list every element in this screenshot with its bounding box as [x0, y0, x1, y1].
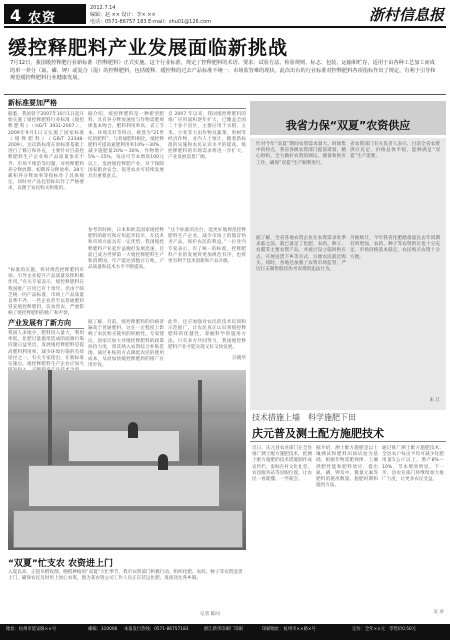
- photo-caption-byline: 记者 陈同: [200, 612, 220, 617]
- footer-price: 定价：全年××元 零售价0.50元: [352, 627, 417, 632]
- article-lead: 7月12日，我国缓控释肥行业新标准（控释肥料）正式实施。这个行业标准，规定了控释肥料的术语、要求、试验方法、检验规则、标志、包装、运输和贮存，适用于由各种工艺加工而成的单一养分（氮、磷、钾）或复合（混）的控释肥料，包括缓释、缓控释的过去产品标准不统一、市场监管难的现状。此次出台的行业标准对控释肥料各项指标作出了规定，有利于引导和规范缓控释肥料行业健康发展。: [10, 60, 436, 81]
- sidebar-text-1: 针对今年“双夏”期间农资需求量大、时间集中的特点，我省各级农资部门提前谋划、精心组织，全力做好农资的调运、储备和供应工作，确保“双夏”生产顺利进行。: [256, 142, 346, 166]
- article-column-3a: 自 2007 年以来，我国缓控释肥料的推广应用面积逐年扩大，已覆盖全国二十多个省区，主要应用于水稻、玉米、小麦等大田作物及蔬菜、果树等经济作物。业内人士预计，随着新标准的实施和农民认识水平的提高，缓控释肥料的市场需求将进一步扩大，产业发展前景广阔。: [168, 112, 246, 161]
- photo-worker: [128, 422, 138, 438]
- newspaper-masthead: 浙村信息报: [368, 6, 444, 24]
- subheading-new-standard: 新标准要加严格: [8, 99, 57, 107]
- subheading-rule: [8, 108, 246, 109]
- article2-byline: 吴 涛: [433, 610, 444, 615]
- photo-worker: [158, 454, 168, 470]
- article2-column-1: 近日，庆元县农业部门在全县推广测土配方施肥技术，把测土配方施肥的技术措施制作成宣传栏，张贴在村文化礼堂、农技服务站等显眼位置，让农民一看就懂、一学就会。: [252, 446, 312, 483]
- sidebar-text-2: 据了解，全省各地农资企业在农资需求旺季来临之前，就已备足了化肥、农药、种子、农膜等主要农资产品，并通过设立临时供应点、开展送货下乡等方式，方便农民就近购买。同时，各地还加强了农资市场监管，严厉打击制售假冒伪劣农资的违法行为。: [256, 236, 346, 273]
- header-date: 2012.7.14: [90, 5, 116, 11]
- article2-column-2: 据介绍，测土配方施肥是以土壤测试和肥料田间试验为基础，根据作物需肥规律、土壤供肥性能和肥料效应，提出氮、磷、钾及中、微量元素等肥料的施用数量、施肥时期和施用方法。: [316, 446, 378, 489]
- sidebar-byline: 朱 江: [429, 398, 440, 403]
- article-byline: 汪晓华: [232, 356, 246, 361]
- photo-truck-load: [13, 510, 243, 548]
- article-column-1a: 据悉，我国曾于2007年10月1日起开始实施了缓控释肥料行业标准《缓控释肥料》（HG/T 3931-2007），2009年9月1日又实施了国家标准《缓释肥料》（GB/T 23348-2009）。这次新标准在原标准基础上进行了修订和补充，主要针对目前控释肥料生产企业和产品质量参差不齐、市场不规范等问题，对控释肥料养分释放期、初期养分释放率、28天累积养分释放率等指标作了具体规定，同时对产品包装标识作了严格要求，以便于农民购买和使用。: [8, 112, 84, 192]
- article2-title: 庆元普及测土配方施肥技术: [252, 427, 384, 440]
- article-column-1b: “标准的实施，将对规范控释肥料市场、引导企业提升产品质量发挥积极作用。”有关专家表示，缓控释肥料在我国推广应用已有十余年，但由于缺乏统一的产品标准，市场上产品质量良莠不齐，一些企业甚至以普通肥料冒充缓控释肥料，坑农害农，严重影响了缓控释肥料的推广和声誉。: [8, 268, 84, 317]
- sidebar-text-4: 另据统计，今年我省化肥储备量比去年同期有所增加，农药、种子等农资供应也十分充足，市场价格基本稳定，农民购买农资十分方便。: [350, 236, 440, 260]
- article-column-2b: 参考的时候，日本和欧美国家缓控释肥料的研究和应用起步较早，在技术和市场方面具有一定优势。我国缓控释肥料产业起步虽晚但发展迅速，目前已成为世界第一大缓控释肥料生产和消费国，年产能达到数百万吨，产品质量和技术水平不断提高。: [88, 228, 164, 271]
- article-column-3c: 此外，还应加强对农民的技术培训和示范推广，让农民真正认识到缓控释肥料的优越性，掌握科学的施用方法。只有多方共同努力，我国缓控释肥料产业才能实现又好又快发展。: [168, 320, 246, 350]
- footer-print-address: 印刷地址：杭州市××路×号: [262, 627, 316, 632]
- photo-sky: [8, 370, 246, 412]
- article-column-2c: 据了解，目前，缓控释肥料的价格普遍高于普通肥料，这在一定程度上影响了农民购买使用的积极性。专家建议，国家应加大对缓控释肥料的政策扶持力度，将其纳入农资综合补贴范围，通过补贴的方式降低农民的使用成本，从而加快缓控释肥料的推广应用步伐。: [88, 320, 164, 369]
- article-headline: 缓控释肥料产业发展面临新挑战: [8, 37, 289, 59]
- footer-address: 地址：杭州市延安路××号: [6, 627, 57, 632]
- footer-printer: 浙江新华印刷厂印刷: [204, 627, 243, 632]
- subheading-industry-direction: 产业发展有了新方向: [8, 319, 71, 327]
- article-column-1c: 我国人多地少，肥料投入量大，利用率低，化肥过量施用造成的面源污染问题日益突出，发展缓控释肥料是提高肥料利用率、减少环境污染的有效途径之一。有关专家指出，在新标准实施后，缓控释肥料生产企业应加大: [8, 331, 84, 368]
- article2-rule: [250, 441, 446, 442]
- article-column-2a: 据介绍，缓控释肥料是一种新型肥料，具有养分释放速度与作物需肥规律基本吻合、肥料利用率高、省工节本、环境友好等特点，被誉为“21世纪的肥料”。与普通肥料相比，缓控释肥料可提高氮肥利用率10%～30%，减少施肥量20%～30%，作物增产5%～15%，每亩可节本增效100元以上。发展缓控释肥产业，对于保障国家粮食安全、促进农业可持续发展具有重要意义。: [88, 112, 164, 180]
- footer-postcode: 邮编：310006: [88, 627, 118, 632]
- header-rule: [4, 26, 446, 28]
- page-number: 4: [10, 6, 22, 25]
- page-header-box: [4, 4, 86, 24]
- sidebar-text-3: 省农资部门有关负责人表示，目前全省农资供应充足，价格总体平稳，能够满足“双夏”生产需要。: [350, 142, 440, 160]
- section-name: 农资: [28, 11, 57, 26]
- photo-caption-title: “双夏”忙支农 农资进上门: [8, 559, 113, 569]
- article2-kicker: 技术措施上墙 科学施肥下田: [252, 413, 356, 422]
- lead-rule: [4, 94, 446, 95]
- subheading-rule: [8, 328, 84, 329]
- sidebar-title: 我省力保“双夏”农资供应: [285, 119, 411, 132]
- footer-hotline: 本报发行热线：0571-86757183: [124, 627, 189, 632]
- article2-column-3: 通过推广测土配方施肥技术，全县农户每亩平均可减少化肥用量5公斤以上，增产8%～10%，节本增效明显。下一步，县农业部门将继续加大推广力度，让更多农民受益。: [382, 446, 444, 483]
- photo-caption-text: 入夏以来，正值早稻收割、晚稻种植的“双夏”大忙季节，我市农资部门积极行动，组织化肥、农药、种子等农资送货上门，确保农民及时用上放心农资。图为某农资公司工作人员正在装运化肥，准备送往各乡镇。: [8, 570, 243, 582]
- page-footer: [0, 624, 450, 640]
- header-contact: 电话：0571-86757 183 E-mail：zhu01@126.com: [90, 19, 211, 25]
- photo-bag-stack: [28, 465, 220, 507]
- article-column-3b: “这个标准的出台，能更好地规范控释肥料生产企业，减少市场上的假冒伪劣产品，保护农民的利益。”一位业内专家表示，有了统一的标准，控释肥料产业的发展将更加规范有序，也将更有利于技术创新和产品升级。: [168, 228, 246, 265]
- header-editor: 编辑：赵 ×× 设计：李× ××: [90, 12, 156, 18]
- photo-fertilizer-loading: [8, 370, 246, 550]
